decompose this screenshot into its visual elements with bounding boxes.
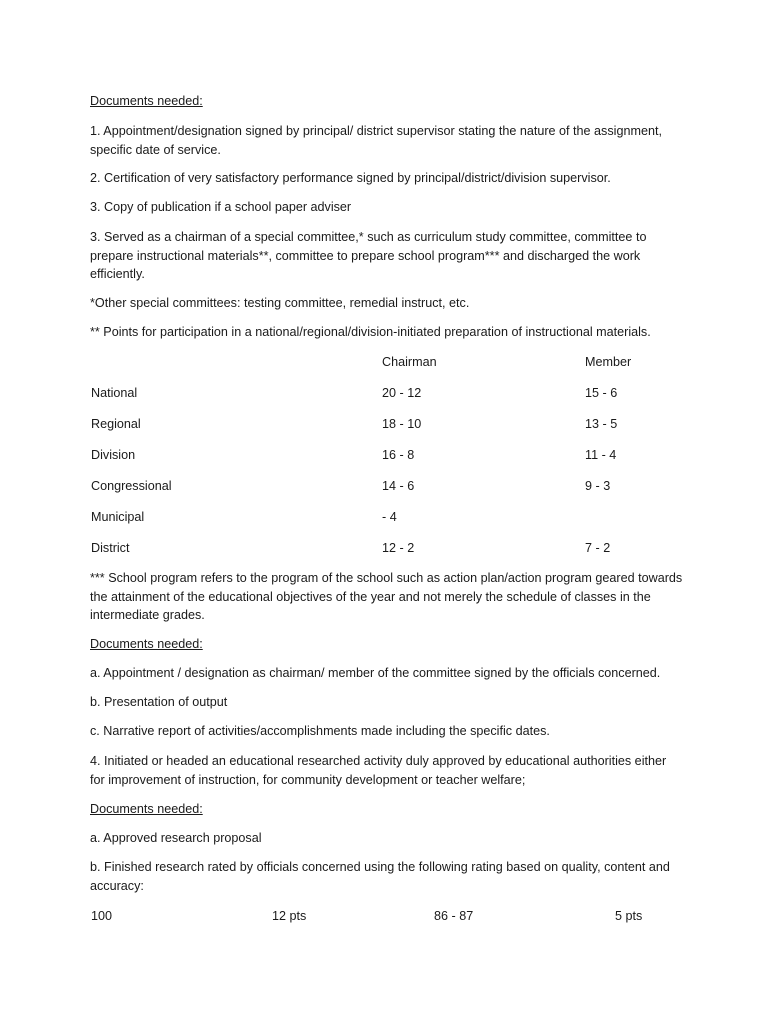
level-cell: National	[91, 386, 138, 400]
note-points: ** Points for participation in a national/regional/division-initiated preparation of instructional materials.	[90, 325, 651, 339]
table-row	[90, 508, 690, 527]
item-1-appointment: 1. Appointment/designation signed by principal/ district supervisor stating the nature of the assignment, specific date of service.	[90, 124, 662, 157]
member-cell: 15 - 6	[585, 386, 618, 400]
level-cell: District	[91, 541, 130, 555]
table-row	[90, 539, 690, 558]
table-row	[90, 384, 690, 403]
chairman-cell: 20 - 12	[382, 386, 422, 400]
level-cell: Regional	[91, 417, 141, 431]
chairman-cell: 18 - 10	[382, 417, 422, 431]
chairman-cell: - 4	[382, 510, 397, 524]
table-row	[90, 477, 690, 496]
item-c-narrative: c. Narrative report of activities/accomplishments made including the specific dates.	[90, 724, 550, 738]
documents-needed-heading: Documents needed:	[90, 637, 203, 651]
table-header-row	[90, 353, 690, 372]
item-3-special-committee: 3. Served as a chairman of a special committee,* such as curriculum study committee, committee to prepare instructional materials**, committee to prepare school program*** and discharged the work efficiently.	[90, 230, 647, 281]
member-cell: 7 - 2	[585, 541, 611, 555]
item-4-research: 4. Initiated or headed an educational researched activity duly approved by educational authorities either for improvement of instruction, for community development or teacher welfare;	[90, 754, 667, 787]
member-cell: 13 - 5	[585, 417, 618, 431]
item-a-research-proposal: a. Approved research proposal	[90, 831, 262, 845]
chairman-cell: 14 - 6	[382, 479, 415, 493]
rating-points: 5 pts	[615, 909, 643, 923]
level-cell: Municipal	[91, 510, 145, 524]
member-cell: 9 - 3	[585, 479, 611, 493]
level-cell: Division	[91, 448, 136, 462]
note-school-program: *** School program refers to the program of the school such as action plan/action program geared towards the attainment of the educational objectives of the year and not merely the schedule of classes in the intermediate grades.	[90, 571, 683, 622]
note-other-committees: *Other special committees: testing committee, remedial instruct, etc.	[90, 296, 470, 310]
documents-needed-heading: Documents needed:	[90, 94, 203, 108]
member-cell: 11 - 4	[585, 448, 617, 462]
header-chairman: Chairman	[382, 355, 437, 369]
level-cell: Congressional	[91, 479, 172, 493]
rating-score: 86 - 87	[434, 909, 474, 923]
rating-points: 12 pts	[272, 909, 307, 923]
chairman-cell: 12 - 2	[382, 541, 415, 555]
table-row	[90, 415, 690, 434]
item-2-certification: 2. Certification of very satisfactory performance signed by principal/district/division supervisor.	[90, 171, 611, 185]
item-b-finished-research: b. Finished research rated by officials concerned using the following rating based on quality, content and accuracy:	[90, 860, 670, 893]
header-member: Member	[585, 355, 632, 369]
item-a-appointment: a. Appointment / designation as chairman/ member of the committee signed by the officials concerned.	[90, 666, 661, 680]
documents-needed-heading: Documents needed:	[90, 802, 203, 816]
rating-score: 100	[91, 909, 113, 923]
item-b-output: b. Presentation of output	[90, 695, 228, 709]
chairman-cell: 16 - 8	[382, 448, 415, 462]
rating-row	[90, 907, 690, 926]
table-row	[90, 446, 690, 465]
item-3-publication: 3. Copy of publication if a school paper adviser	[90, 200, 352, 214]
